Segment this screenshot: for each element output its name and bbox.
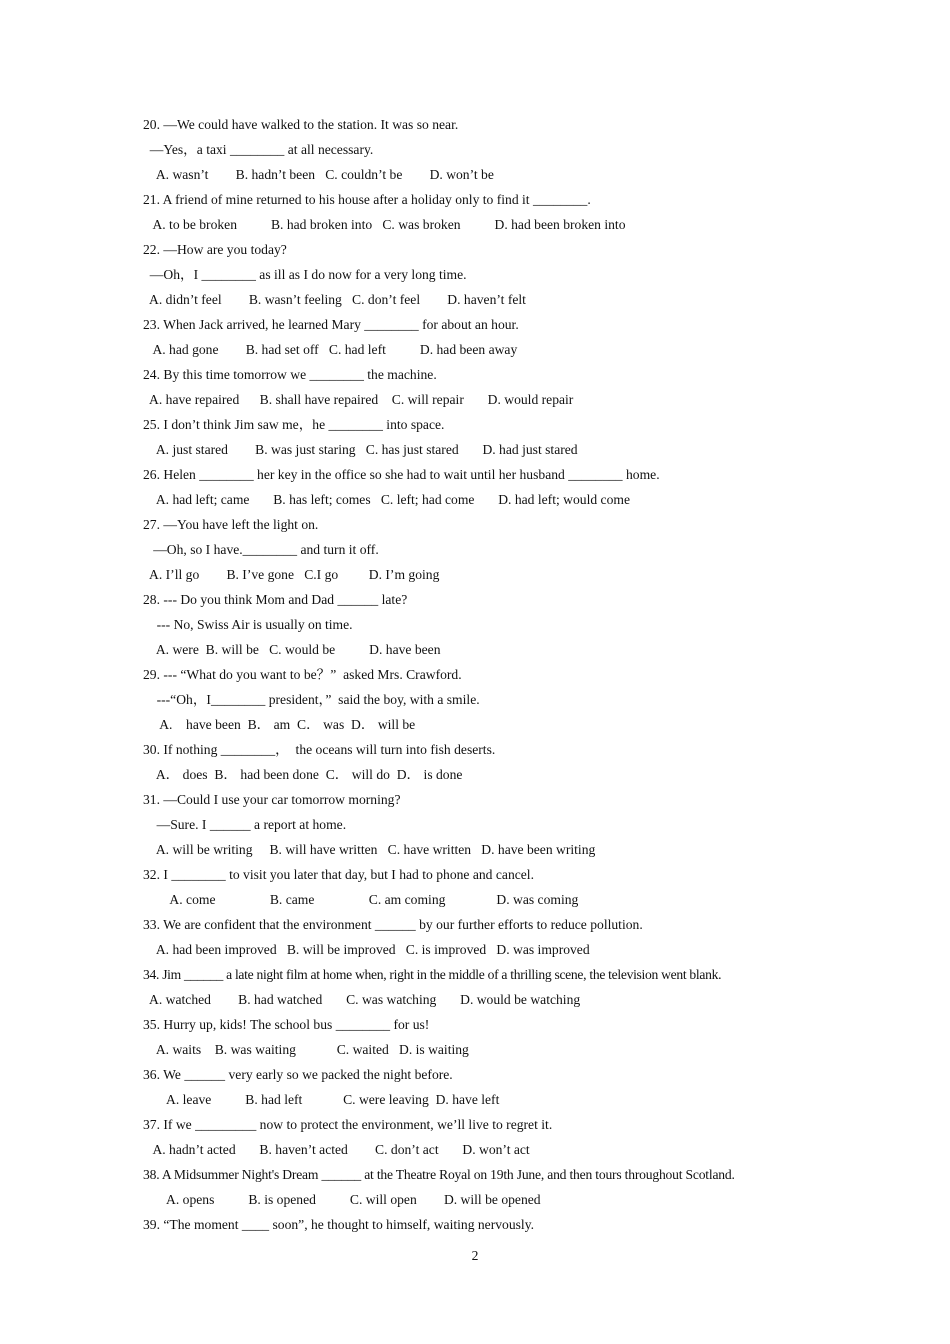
text-line: 32. I ________ to visit you later that day, but I had to phone and cancel.	[143, 867, 534, 882]
text-line: 28. --- Do you think Mom and Dad ______ late?	[143, 592, 408, 607]
text-line: A. wasn’t B. hadn’t been C. couldn’t be D. won’t be	[143, 167, 494, 182]
text-line: A. just stared B. was just staring C. has just stared D. had just stared	[143, 442, 578, 457]
text-line: A. opens B. is opened C. will open D. will be opened	[143, 1192, 541, 1207]
text-line: A. leave B. had left C. were leaving D. have left	[143, 1092, 500, 1107]
text-line: 20. —We could have walked to the station. It was so near.	[143, 117, 459, 132]
text-line: A. have been B． am C． was D． will be	[143, 717, 416, 732]
text-line: ---“Oh，I________ president，” said the boy, with a smile.	[143, 692, 480, 707]
text-line: 38. A Midsummer Night's Dream ______ at the Theatre Royal on 19th June, and then tours throughout Scotland.	[143, 1167, 735, 1182]
text-line: —Sure. I ______ a report at home.	[143, 817, 347, 832]
text-line: A. were B. will be C. would be D. have been	[143, 642, 441, 657]
page-number: 2	[471, 1248, 479, 1263]
text-line: A. waits B. was waiting C. waited D. is waiting	[143, 1042, 469, 1057]
text-line: A． does B． had been done C． will do D． is done	[143, 767, 463, 782]
text-line: A. didn’t feel B. wasn’t feeling C. don’t feel D. haven’t felt	[143, 292, 526, 307]
text-line: 37. If we _________ now to protect the environment, we’ll live to regret it.	[143, 1117, 553, 1132]
text-line: 35. Hurry up, kids! The school bus ________ for us!	[143, 1017, 430, 1032]
text-line: A. watched B. had watched C. was watching D. would be watching	[143, 992, 581, 1007]
text-line: 36. We ______ very early so we packed the night before.	[143, 1067, 453, 1082]
text-line: —Oh, so I have.________ and turn it off.	[143, 542, 379, 557]
text-line: 26. Helen ________ her key in the office so she had to wait until her husband ________ home.	[143, 467, 660, 482]
text-line: —Yes，a taxi ________ at all necessary.	[143, 142, 374, 157]
text-line: 30. If nothing ________， the oceans will turn into fish deserts.	[143, 742, 496, 757]
text-line: 39. “The moment ____ soon”, he thought to himself, waiting nervously.	[143, 1217, 535, 1232]
text-line: A. hadn’t acted B. haven’t acted C. don’t act D. won’t act	[143, 1142, 530, 1157]
text-line: A. have repaired B. shall have repaired C. will repair D. would repair	[143, 392, 574, 407]
text-line: 24. By this time tomorrow we ________ the machine.	[143, 367, 437, 382]
text-line: A. come B. came C. am coming D. was coming	[143, 892, 579, 907]
text-line: 29. --- “What do you want to be？” asked Mrs. Crawford.	[143, 667, 462, 682]
text-line: A. had been improved B. will be improved C. is improved D. was improved	[143, 942, 590, 957]
text-line: 22. —How are you today?	[143, 242, 287, 257]
text-line: 33. We are confident that the environment ______ by our further efforts to reduce pollution.	[143, 917, 643, 932]
text-line: 21. A friend of mine returned to his house after a holiday only to find it ________.	[143, 192, 591, 207]
text-line: 34. Jim ______ a late night film at home when, right in the middle of a thrilling scene, the television went blank.	[143, 967, 722, 982]
text-line: --- No, Swiss Air is usually on time.	[143, 617, 353, 632]
text-line: 31. —Could I use your car tomorrow morning?	[143, 792, 401, 807]
text-line: 23. When Jack arrived, he learned Mary ________ for about an hour.	[143, 317, 519, 332]
text-line: A. I’ll go B. I’ve gone C.I go D. I’m going	[143, 567, 440, 582]
text-line: 27. —You have left the light on.	[143, 517, 319, 532]
text-line: A. had left; came B. has left; comes C. left; had come D. had left; would come	[143, 492, 630, 507]
text-line: A. will be writing B. will have written C. have written D. have been writing	[143, 842, 596, 857]
text-line: —Oh，I ________ as ill as I do now for a very long time.	[143, 267, 467, 282]
text-line: A. to be broken B. had broken into C. was broken D. had been broken into	[143, 217, 626, 232]
text-line: 25. I don’t think Jim saw me，he ________ into space.	[143, 417, 445, 432]
text-line: A. had gone B. had set off C. had left D. had been away	[143, 342, 518, 357]
